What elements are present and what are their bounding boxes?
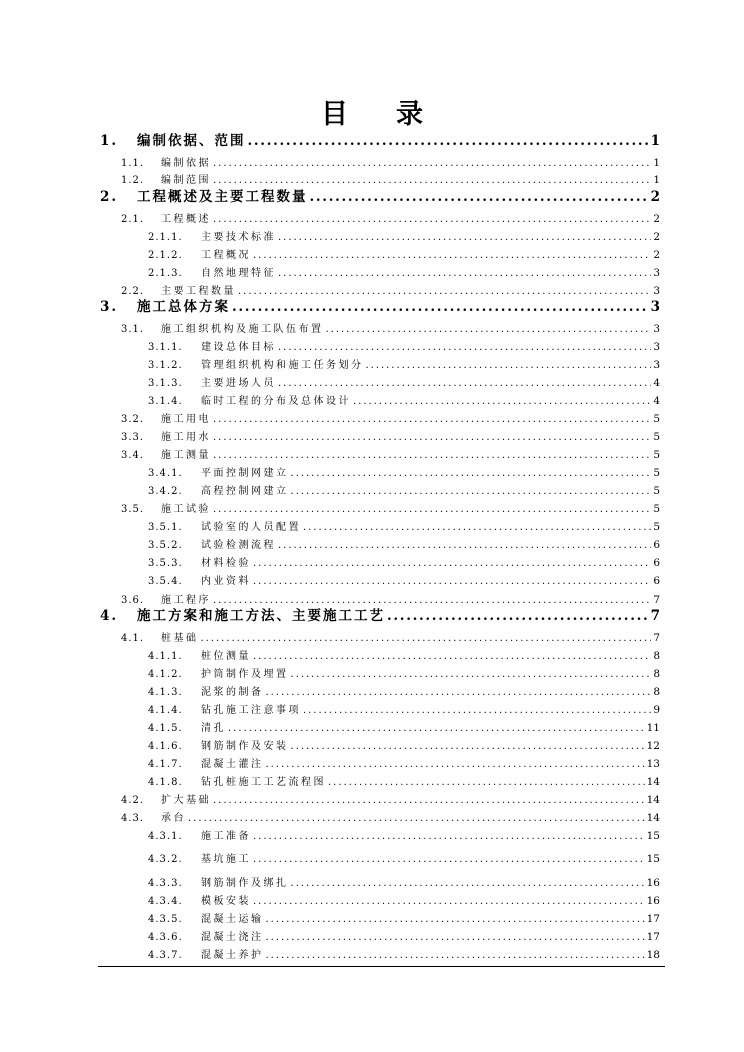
- toc-entry-page: 9: [653, 704, 660, 716]
- toc-entry-title: 施工用水: [161, 432, 211, 443]
- toc-entry-number: 4.1.: [121, 633, 145, 644]
- toc-entry-leader: [326, 324, 652, 335]
- toc-entry-leader: [266, 914, 645, 925]
- toc-entry-page: 3: [653, 267, 660, 279]
- toc-entry[interactable]: [148, 243, 660, 261]
- toc-entry-title: 自然地理特征: [201, 268, 276, 279]
- toc-entry[interactable]: [148, 515, 660, 533]
- toc-entry-number: 4.3.4.: [148, 896, 183, 907]
- toc-entry[interactable]: [148, 770, 660, 788]
- toc-entry-title: 钢筋制作及安装: [201, 741, 289, 752]
- toc-entry-title: 混凝土浇注: [201, 932, 264, 943]
- toc-entry-number: 3.4.2.: [148, 486, 183, 497]
- toc-entry-title: 钢筋制作及绑扎: [201, 878, 289, 889]
- toc-entry-title: 主要工程数量: [161, 286, 236, 297]
- toc-entry-number: 4.1.4.: [148, 705, 183, 716]
- toc-entry-title: 施工方案和施工方法、主要施工工艺: [137, 608, 385, 624]
- toc-entry-title: 施工组织机构及施工队伍布置: [161, 324, 324, 335]
- toc-entry-leader: [266, 687, 652, 698]
- toc-entry-number: 3.5.3.: [148, 558, 183, 569]
- toc-entry-leader: [188, 813, 645, 824]
- toc-entry-title: 主要进场人员: [201, 378, 276, 389]
- toc-entry-number: 3.1.3.: [148, 378, 183, 389]
- toc-entry-leader: [291, 486, 652, 497]
- toc-entry-leader: [253, 250, 651, 261]
- toc-entry-page: 4: [653, 395, 660, 407]
- toc-entry[interactable]: [148, 569, 660, 587]
- toc-entry-page: 6: [653, 539, 660, 551]
- toc-entry-leader: [253, 651, 651, 662]
- toc-entry-number: 2.1.: [121, 214, 145, 225]
- toc-entry-page: 6: [653, 575, 660, 587]
- toc-entry-number: 2.: [100, 189, 119, 205]
- toc-entry[interactable]: [121, 497, 660, 515]
- toc-entry-title: 编制范围: [161, 175, 211, 186]
- toc-title-char-1: 目: [321, 99, 348, 130]
- toc-entry-number: 3.5.2.: [148, 540, 183, 551]
- toc-entry-page: 17: [646, 913, 660, 925]
- toc-entry-page: 14: [646, 776, 660, 788]
- toc-entry-title: 试验室的人员配置: [201, 522, 301, 533]
- toc-entry-number: 4.3.5.: [148, 914, 183, 925]
- toc-entry-page: 15: [646, 853, 660, 865]
- toc-entry-leader: [366, 360, 652, 371]
- toc-entry-leader: [291, 468, 652, 479]
- toc-entry-number: 3.1.: [121, 324, 145, 335]
- toc-entry-title: 钻孔桩施工工艺流程图: [201, 777, 326, 788]
- toc-entry-title: 施工总体方案: [137, 299, 230, 315]
- toc-entry[interactable]: [121, 407, 660, 425]
- toc-entry-number: 3.1.1.: [148, 342, 183, 353]
- toc-entry-page: 2: [653, 249, 660, 261]
- toc-entry[interactable]: [121, 168, 660, 186]
- toc-entry-leader: [278, 378, 651, 389]
- toc-entry[interactable]: [148, 261, 660, 279]
- toc-entry[interactable]: [148, 907, 660, 925]
- toc-entry[interactable]: [148, 371, 660, 389]
- toc-entry[interactable]: [148, 943, 660, 961]
- toc-entry-number: 2.1.1.: [148, 232, 183, 243]
- toc-entry-leader: [291, 741, 645, 752]
- toc-entry-leader: [248, 133, 649, 149]
- toc-entry-title: 桩基础: [161, 633, 199, 644]
- toc-entry-number: 4.3.1.: [148, 831, 183, 842]
- toc-entry-page: 17: [646, 931, 660, 943]
- toc-entry-leader: [387, 608, 649, 624]
- toc-entry-number: 3.5.4.: [148, 576, 183, 587]
- toc-entry-number: 3.: [100, 299, 119, 315]
- toc-entry-title: 承台: [161, 813, 186, 824]
- toc-entry-title: 施工用电: [161, 414, 211, 425]
- toc-entry-title: 泥浆的制备: [201, 687, 264, 698]
- toc-entry-leader: [353, 396, 651, 407]
- toc-entry-number: 4.1.6.: [148, 741, 183, 752]
- toc-entry-leader: [278, 342, 651, 353]
- toc-entry-page: 7: [653, 632, 660, 644]
- toc-entry-number: 1.1.: [121, 158, 145, 169]
- toc-entry[interactable]: [148, 752, 660, 770]
- toc-entry-number: 4.: [100, 608, 119, 624]
- toc-entry[interactable]: [121, 806, 660, 824]
- toc-entry[interactable]: [121, 626, 660, 644]
- toc-entry[interactable]: [148, 551, 660, 569]
- toc-entry-leader: [266, 950, 645, 961]
- toc-entry-number: 2.1.3.: [148, 268, 183, 279]
- toc-entry-title: 施工测量: [161, 450, 211, 461]
- toc-entry-title: 临时工程的分布及总体设计: [201, 396, 351, 407]
- toc-entry-leader: [201, 633, 652, 644]
- toc-entry-page: 1: [650, 133, 660, 149]
- toc-entry[interactable]: [148, 479, 660, 497]
- toc-entry[interactable]: [148, 225, 660, 243]
- toc-entry-title: 工程概述及主要工程数量: [137, 189, 308, 205]
- toc-entry-leader: [213, 504, 651, 515]
- toc-entry-leader: [213, 432, 651, 443]
- toc-entry-title: 主要技术标准: [201, 232, 276, 243]
- toc-entry-number: 3.4.1.: [148, 468, 183, 479]
- toc-entry[interactable]: [148, 871, 660, 889]
- toc-entry-page: 18: [646, 949, 660, 961]
- toc-entry[interactable]: [121, 317, 660, 335]
- toc-entry[interactable]: [148, 461, 660, 479]
- toc-entry[interactable]: [148, 847, 660, 865]
- toc-entry[interactable]: [148, 644, 660, 662]
- toc-entry-page: 5: [653, 485, 660, 497]
- toc-entry-number: 4.1.2.: [148, 669, 183, 680]
- toc-entry-title: 桩位测量: [201, 651, 251, 662]
- toc-entry-page: 3: [653, 359, 660, 371]
- toc-entry-page: 14: [646, 794, 660, 806]
- toc-entry-page: 5: [653, 467, 660, 479]
- toc-entry[interactable]: [148, 533, 660, 551]
- toc-entry-number: 2.2.: [121, 286, 145, 297]
- toc-entry-leader: [291, 669, 652, 680]
- toc-entry-number: 4.3.3.: [148, 878, 183, 889]
- toc-entry-page: 14: [646, 812, 660, 824]
- toc-entry-title: 混凝土灌注: [201, 759, 264, 770]
- toc-entry-page: 13: [646, 758, 660, 770]
- toc-entry[interactable]: [121, 443, 660, 461]
- toc-entry-title: 内业资料: [201, 576, 251, 587]
- toc-entry-number: 4.3.2.: [148, 854, 183, 865]
- toc-entry[interactable]: [148, 662, 660, 680]
- toc-entry[interactable]: [121, 788, 660, 806]
- toc-entry-page: 16: [646, 895, 660, 907]
- toc-entry-title: 扩大基础: [161, 795, 211, 806]
- toc-entry-number: 3.5.: [121, 504, 145, 515]
- toc-entry-number: 1.: [100, 133, 119, 149]
- toc-entry-title: 施工程序: [161, 595, 211, 606]
- toc-entry-title: 平面控制网建立: [201, 468, 289, 479]
- toc-entry-leader: [303, 705, 651, 716]
- toc-entry-leader: [253, 831, 645, 842]
- toc-entry-leader: [213, 214, 651, 225]
- toc-entry-title: 建设总体目标: [201, 342, 276, 353]
- toc-entry-leader: [228, 723, 645, 734]
- toc-entry[interactable]: [148, 889, 660, 907]
- toc-entry-leader: [213, 414, 651, 425]
- toc-entry[interactable]: [148, 389, 660, 407]
- toc-entry-leader: [278, 268, 651, 279]
- toc-entry-number: 4.1.1.: [148, 651, 183, 662]
- toc-entry-number: 4.2.: [121, 795, 145, 806]
- toc-entry-page: 5: [653, 521, 660, 533]
- toc-entry-leader: [253, 854, 645, 865]
- toc-entry-number: 1.2.: [121, 175, 145, 186]
- toc-entry-page: 2: [653, 213, 660, 225]
- toc-entry-leader: [253, 576, 651, 587]
- toc-entry[interactable]: [121, 207, 660, 225]
- toc-entry-title: 工程概况: [201, 250, 251, 261]
- toc-entry-number: 3.1.2.: [148, 360, 183, 371]
- toc-title-char-2: 录: [396, 99, 423, 130]
- toc-entry-leader: [238, 286, 651, 297]
- toc-entry-title: 混凝土运输: [201, 914, 264, 925]
- toc-entry-title: 编制依据、范围: [137, 133, 246, 149]
- toc-entry-leader: [328, 777, 645, 788]
- toc-entry-page: 2: [650, 189, 660, 205]
- toc-entry-title: 高程控制网建立: [201, 486, 289, 497]
- toc-entry-page: 2: [653, 231, 660, 243]
- toc-entry-number: 3.5.1.: [148, 522, 183, 533]
- toc-entry[interactable]: [148, 698, 660, 716]
- toc-entry-page: 3: [653, 341, 660, 353]
- toc-entry-title: 工程概述: [161, 214, 211, 225]
- toc-title: [0, 92, 744, 131]
- toc-entry[interactable]: [148, 925, 660, 943]
- toc-entry[interactable]: [148, 335, 660, 353]
- toc-entry-page: 16: [646, 877, 660, 889]
- toc-entry-title: 护筒制作及埋置: [201, 669, 289, 680]
- toc-entry-number: 4.3.: [121, 813, 145, 824]
- toc-entry-page: 1: [653, 157, 660, 169]
- toc-entry-page: 5: [653, 431, 660, 443]
- toc-entry[interactable]: [100, 297, 660, 315]
- toc-entry-title: 试验检测流程: [201, 540, 276, 551]
- toc-entry-title: 编制依据: [161, 158, 211, 169]
- toc-entry-page: 4: [653, 377, 660, 389]
- toc-entry-title: 管理组织机构和施工任务划分: [201, 360, 364, 371]
- toc-entry-number: 4.1.3.: [148, 687, 183, 698]
- toc-entry-leader: [310, 189, 649, 205]
- toc-entry-leader: [278, 232, 651, 243]
- toc-entry-leader: [303, 522, 651, 533]
- toc-entry[interactable]: [100, 606, 660, 624]
- toc-entry[interactable]: [121, 425, 660, 443]
- toc-entry-page: 1: [653, 174, 660, 186]
- toc-entry-number: 3.2.: [121, 414, 145, 425]
- toc-entry-leader: [291, 878, 645, 889]
- toc-entry-title: 材料检验: [201, 558, 251, 569]
- toc-entry-title: 清孔: [201, 723, 226, 734]
- toc-entry-leader: [213, 450, 651, 461]
- toc-entry-page: 8: [653, 686, 660, 698]
- toc-entry-page: 3: [653, 323, 660, 335]
- toc-entry-page: 15: [646, 830, 660, 842]
- toc-entry-number: 3.1.4.: [148, 396, 183, 407]
- toc-entry-leader: [266, 932, 645, 943]
- toc-entry-title: 钻孔施工注意事项: [201, 705, 301, 716]
- toc-entry-number: 3.3.: [121, 432, 145, 443]
- toc-entry[interactable]: [121, 151, 660, 169]
- toc-entry-number: 3.4.: [121, 450, 145, 461]
- toc-entry-leader: [232, 299, 649, 315]
- toc-entry-page: 3: [653, 285, 660, 297]
- toc-entry-number: 4.1.8.: [148, 777, 183, 788]
- toc-entry-leader: [278, 540, 651, 551]
- toc-entry-title: 混凝土养护: [201, 950, 264, 961]
- toc-entry-page: 12: [646, 740, 660, 752]
- toc-entry-page: 5: [653, 503, 660, 515]
- toc-entry-page: 5: [653, 413, 660, 425]
- toc-entry-title: 模板安装: [201, 896, 251, 907]
- toc-entry-leader: [253, 558, 651, 569]
- toc-entry[interactable]: [148, 353, 660, 371]
- toc-entry-title: 施工准备: [201, 831, 251, 842]
- toc-entry-title: 施工试验: [161, 504, 211, 515]
- toc-entry[interactable]: [148, 680, 660, 698]
- toc-entry-page: 8: [653, 668, 660, 680]
- toc-entry-page: 11: [646, 722, 660, 734]
- toc-entry-page: 7: [653, 594, 660, 606]
- toc-entry-leader: [253, 896, 645, 907]
- toc-entry[interactable]: [100, 131, 660, 149]
- toc-entry-page: 8: [653, 650, 660, 662]
- footer-rule: [98, 966, 665, 967]
- toc-entry[interactable]: [148, 716, 660, 734]
- toc-entry-page: 5: [653, 449, 660, 461]
- toc-entry[interactable]: [100, 187, 660, 205]
- toc-entry-number: 2.1.2.: [148, 250, 183, 261]
- toc-entry-page: 7: [650, 608, 660, 624]
- toc-entry[interactable]: [148, 824, 660, 842]
- toc-entry-page: 6: [653, 557, 660, 569]
- toc-entry-page: 3: [650, 299, 660, 315]
- toc-entry-leader: [213, 795, 645, 806]
- toc-entry-number: 4.3.6.: [148, 932, 183, 943]
- toc-entry-leader: [266, 759, 645, 770]
- toc-entry[interactable]: [148, 734, 660, 752]
- toc-entry-number: 4.1.7.: [148, 759, 183, 770]
- toc-entry-title: 基坑施工: [201, 854, 251, 865]
- toc-entry-number: 4.1.5.: [148, 723, 183, 734]
- toc-entry-number: 4.3.7.: [148, 950, 183, 961]
- toc-entry-number: 3.6.: [121, 595, 145, 606]
